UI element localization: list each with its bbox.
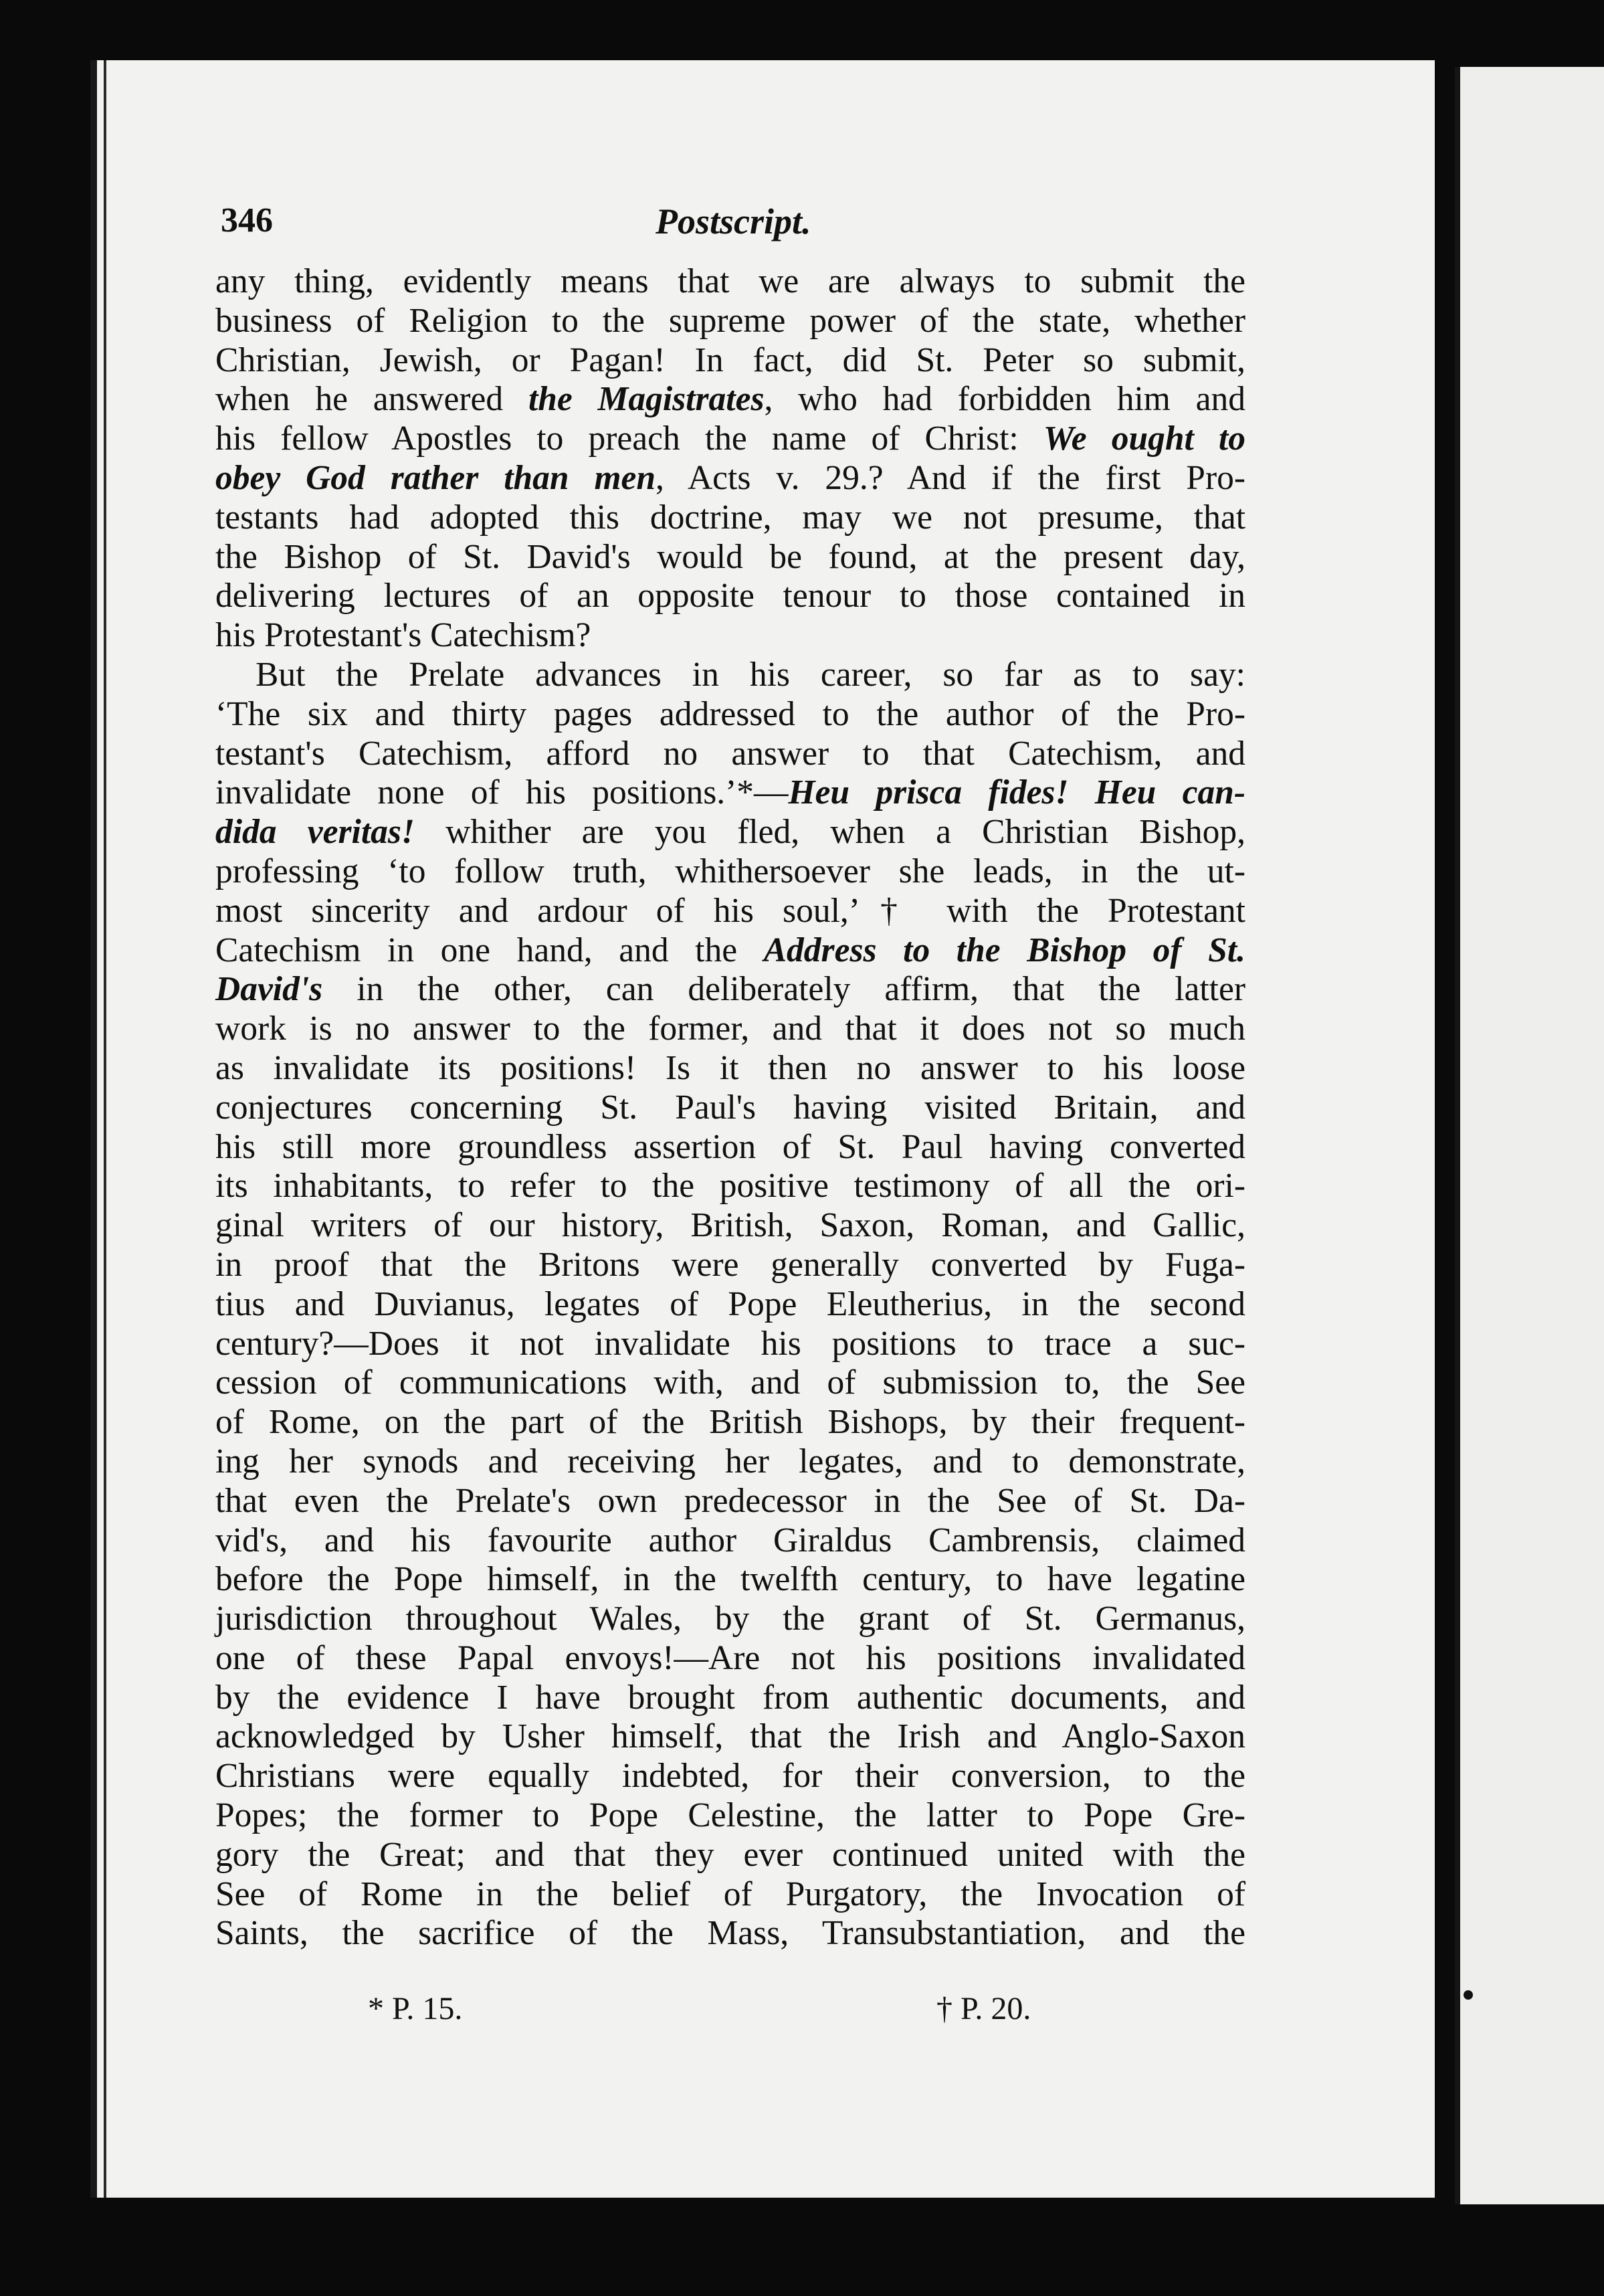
text-segment: his still more groundless assertion of St. Paul having converted — [215, 1127, 1245, 1166]
text-line — [215, 773, 1245, 813]
text-line — [215, 1363, 1245, 1403]
text-line — [215, 1128, 1245, 1167]
text-segment: before the Pope himself, in the twelfth century, to have legatine — [215, 1560, 1245, 1599]
text-line — [215, 1717, 1245, 1757]
text-line — [215, 459, 1245, 498]
text-segment: invalidate none of his positions.’*— — [215, 773, 789, 812]
text-segment: cession of communications with, and of submission to, the See — [215, 1363, 1245, 1402]
text-segment: when he answered — [215, 380, 528, 419]
italic-text: Address to the Bishop of St. — [763, 931, 1245, 969]
text-segment: of Rome, on the part of the British Bishops, by their frequent- — [215, 1403, 1245, 1442]
text-segment: conjectures concerning St. Paul's having visited Britain, and — [215, 1088, 1245, 1127]
text-line — [215, 1875, 1245, 1915]
text-line — [215, 1560, 1245, 1600]
text-line — [215, 892, 1245, 931]
footnote-2: † P. 20. — [936, 1991, 1031, 2026]
text-segment: ‘The six and thirty pages addressed to the author of the Pro- — [215, 694, 1245, 733]
text-line — [215, 931, 1245, 971]
text-line — [215, 852, 1245, 892]
text-line — [215, 1836, 1245, 1875]
text-line — [215, 538, 1245, 577]
adjacent-page-edge — [1455, 67, 1604, 2204]
text-line — [215, 1088, 1245, 1128]
text-segment: testant's Catechism, afford no answer to that Catechism, and — [215, 734, 1245, 773]
text-line — [215, 1482, 1245, 1521]
text-segment: business of Religion to the supreme power of the state, whether — [215, 301, 1245, 340]
text-segment: vid's, and his favourite author Giraldus Cambrensis, claimed — [215, 1521, 1245, 1559]
italic-text: Heu prisca fides! Heu can- — [788, 773, 1245, 812]
ink-spot — [1464, 1990, 1473, 2000]
text-line — [215, 1010, 1245, 1049]
text-line — [215, 419, 1245, 459]
text-segment: testants had adopted this doctrine, may we not presume, that — [215, 498, 1245, 537]
text-line — [215, 1167, 1245, 1206]
italic-text: dida veritas! — [215, 813, 415, 852]
text-segment: delivering lectures of an opposite tenour to those contained in — [215, 577, 1245, 615]
text-line — [215, 1049, 1245, 1088]
text-line — [215, 1206, 1245, 1246]
text-segment: its inhabitants, to refer to the positive testimony of all the ori- — [215, 1167, 1245, 1206]
text-segment: Catechism in one hand, and the — [215, 931, 764, 969]
text-line — [215, 1600, 1245, 1639]
text-segment: Christians were equally indebted, for their conversion, to the — [215, 1757, 1245, 1796]
text-segment: century?—Does it not invalidate his positions to trace a suc- — [215, 1324, 1245, 1363]
text-segment: jurisdiction throughout Wales, by the grant of St. Germanus, — [215, 1600, 1245, 1638]
text-segment: Saints, the sacrifice of the Mass, Transubstantiation, and the — [215, 1914, 1245, 1953]
text-line — [215, 341, 1245, 381]
text-line — [215, 1246, 1245, 1285]
text-segment: the Bishop of St. David's would be found, at the present day, — [215, 537, 1245, 576]
text-segment: Christian, Jewish, or Pagan! In fact, did St. Peter so submit, — [215, 341, 1245, 379]
text-line — [215, 577, 1245, 616]
footnote-1: * P. 15. — [368, 1991, 463, 2026]
text-segment: Popes; the former to Pope Celestine, the latter to Pope Gre- — [215, 1796, 1245, 1835]
text-segment: one of these Papal envoys!—Are not his positions invalidated — [215, 1638, 1245, 1677]
text-line — [215, 1325, 1245, 1364]
text-line — [215, 380, 1245, 419]
text-segment: his fellow Apostles to preach the name of Christ: — [215, 419, 1043, 458]
text-segment: by the evidence I have brought from authentic documents, and — [215, 1678, 1245, 1717]
text-segment: whither are you fled, when a Christian Bishop, — [414, 813, 1245, 852]
text-segment: in proof that the Britons were generally converted by Fuga- — [215, 1245, 1245, 1284]
text-segment: most sincerity and ardour of his soul,’† with the Protestant — [215, 891, 1245, 930]
text-line — [215, 1796, 1245, 1836]
text-line — [215, 1679, 1245, 1718]
text-segment: ginal writers of our history, British, Saxon, Roman, and Gallic, — [215, 1206, 1245, 1245]
text-segment: , Acts v. 29.? And if the first Pro- — [656, 458, 1245, 497]
text-line — [215, 970, 1245, 1010]
page-edge-line — [104, 60, 106, 2198]
text-segment: in the other, can deliberately affirm, that the latter — [322, 970, 1245, 1009]
footnotes — [221, 1990, 1247, 2037]
text-line — [215, 735, 1245, 774]
italic-text: obey God rather than men — [215, 458, 656, 497]
body-text — [215, 262, 1245, 1953]
text-line — [215, 302, 1245, 341]
text-segment: gory the Great; and that they ever continued united with the — [215, 1835, 1245, 1874]
page-number: 346 — [221, 201, 273, 240]
text-line — [215, 1639, 1245, 1679]
running-title: Postscript. — [656, 201, 811, 242]
text-segment: acknowledged by Usher himself, that the Irish and Anglo-Saxon — [215, 1717, 1245, 1756]
text-line — [215, 262, 1245, 302]
text-line — [215, 1285, 1245, 1325]
text-line — [215, 1521, 1245, 1561]
page-header — [221, 201, 1247, 254]
text-line — [215, 616, 1245, 656]
text-segment: any thing, evidently means that we are always to submit the — [215, 262, 1245, 300]
text-line — [215, 498, 1245, 538]
text-line — [215, 1403, 1245, 1442]
text-line — [215, 695, 1245, 735]
italic-text: the Magistrates — [528, 380, 765, 419]
italic-text: We ought to — [1043, 419, 1245, 458]
text-segment: work is no answer to the former, and that it does not so much — [215, 1010, 1245, 1048]
text-segment: See of Rome in the belief of Purgatory, the Invocation of — [215, 1875, 1245, 1913]
text-segment: professing ‘to follow truth, whithersoever she leads, in the ut- — [215, 852, 1245, 890]
text-line — [215, 656, 1245, 695]
text-segment: tius and Duvianus, legates of Pope Eleutherius, in the second — [215, 1284, 1245, 1323]
italic-text: David's — [215, 970, 323, 1009]
text-segment: as invalidate its positions! Is it then no answer to his loose — [215, 1048, 1245, 1087]
text-segment: ing her synods and receiving her legates, and to demonstrate, — [215, 1442, 1245, 1480]
text-segment: that even the Prelate's own predecessor in the See of St. Da- — [215, 1481, 1245, 1520]
text-line — [215, 813, 1245, 852]
text-segment: his Protestant's Catechism? — [215, 616, 591, 655]
text-segment: , who had forbidden him and — [764, 380, 1245, 419]
text-segment: But the Prelate advances in his career, so far as to say: — [256, 655, 1245, 694]
text-line — [215, 1757, 1245, 1796]
text-line — [215, 1914, 1245, 1953]
text-line — [215, 1442, 1245, 1482]
